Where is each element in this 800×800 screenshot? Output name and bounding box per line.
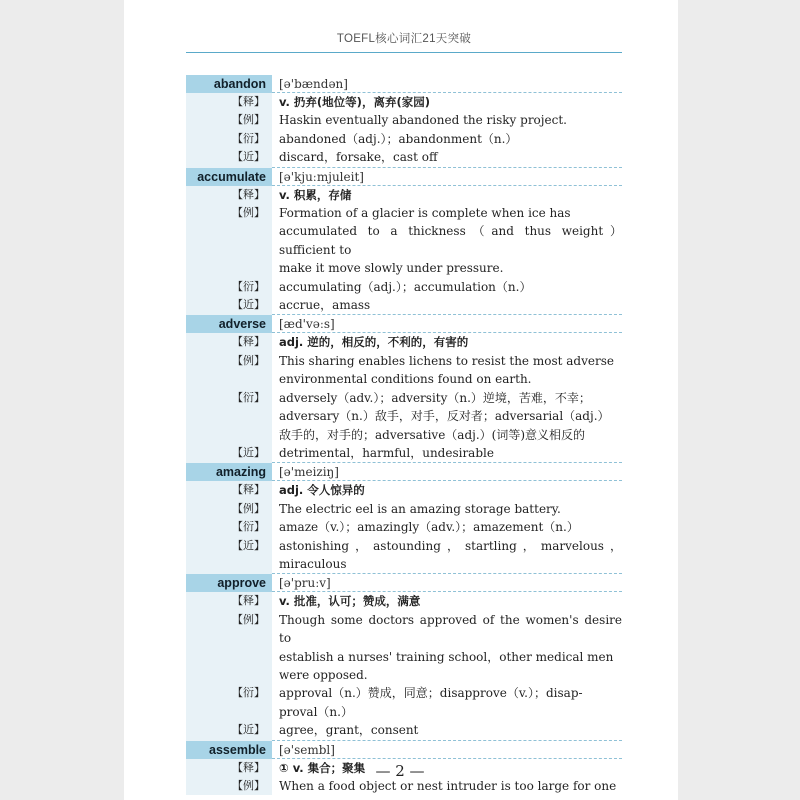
section-tag: 【释】 <box>186 481 272 499</box>
entry-line <box>186 111 622 129</box>
running-header: TOEFL核心词汇21天突破 <box>336 33 472 45</box>
section-tag: 【释】 <box>186 186 272 204</box>
entry-text: approval（n.）赞成，同意；disapprove（v.）；disap- <box>279 686 583 701</box>
dictionary-entry <box>186 168 622 316</box>
entry-line <box>186 518 622 536</box>
definition-text: ① v. 集合；聚集 <box>279 760 366 775</box>
headword: approve <box>186 574 272 592</box>
entry-line <box>186 333 622 351</box>
entry-line <box>186 666 622 684</box>
entry-line <box>186 259 622 277</box>
definition-text: v. 批准，认可；赞成，满意 <box>279 594 421 609</box>
entry-text: adversary（n.）敌手，对手，反对者；adversarial（adj.） <box>279 409 610 424</box>
entry-line <box>186 93 622 111</box>
entry-line <box>186 389 622 407</box>
entry-line <box>186 684 622 702</box>
section-tag <box>186 703 272 721</box>
headword-row <box>186 315 622 333</box>
entry-text: adversely（adv.）；adversity（n.）逆境，苦难，不幸； <box>279 390 591 405</box>
entry-text: discard，forsake，cast off <box>272 148 622 167</box>
entry-text: were opposed. <box>279 667 368 682</box>
entry-text: proval（n.） <box>279 704 353 719</box>
section-tag: 【例】 <box>186 111 272 129</box>
entry-text: Though some doctors approved of the women's desire to <box>279 612 622 646</box>
section-tag: 【近】 <box>186 148 272 167</box>
section-tag: 【释】 <box>186 333 272 351</box>
section-tag: 【衍】 <box>186 130 272 148</box>
entry-line <box>186 481 622 499</box>
entry-line <box>186 537 622 575</box>
headword: adverse <box>186 315 272 333</box>
entry-text: The electric eel is an amazing storage battery. <box>279 501 561 516</box>
entry-line <box>186 611 622 648</box>
pronunciation: [ə'sembl] <box>279 742 335 757</box>
section-tag <box>186 666 272 684</box>
entry-line <box>186 222 622 259</box>
entry-line <box>186 296 622 315</box>
headword: abandon <box>186 75 272 93</box>
headword-row <box>186 741 622 759</box>
entry-line <box>186 148 622 167</box>
entry-line <box>186 370 622 388</box>
section-tag: 【释】 <box>186 592 272 610</box>
headword: assemble <box>186 741 272 759</box>
section-tag: 【近】 <box>186 444 272 463</box>
entry-text: amaze（v.）；amazingly（adv.）；amazement（n.） <box>279 520 579 535</box>
section-tag: 【近】 <box>186 296 272 315</box>
dictionary-entry <box>186 315 622 463</box>
entry-line <box>186 130 622 148</box>
headword: accumulate <box>186 168 272 186</box>
entry-text: 敌手的，对手的；adversative（adj.）(词等)意义相反的 <box>279 427 586 442</box>
definition-text: v. 积累，存储 <box>279 187 352 202</box>
dictionary-entry <box>186 463 622 574</box>
headword-row <box>186 463 622 481</box>
headword-row <box>186 574 622 592</box>
entry-text: accumulating（adj.）；accumulation（n.） <box>279 279 532 294</box>
entry-text: establish a nurses' training school，other medical men <box>279 649 614 664</box>
section-tag: 【衍】 <box>186 278 272 296</box>
entry-text: When a food object or nest intruder is too large for one <box>279 779 617 793</box>
entry-text: Haskin eventually abandoned the risky project. <box>279 113 567 128</box>
header-rule <box>186 52 622 53</box>
definition-text: adj. 逆的，相反的，不利的，有害的 <box>279 335 469 350</box>
entry-line <box>186 204 622 222</box>
pronunciation: [ə'pruːv] <box>279 576 331 591</box>
entry-text: agree，grant，consent <box>272 721 622 740</box>
section-tag: 【释】 <box>186 93 272 111</box>
entry-text: environmental conditions found on earth. <box>279 372 532 387</box>
section-tag: 【例】 <box>186 777 272 795</box>
entry-line <box>186 186 622 204</box>
section-tag <box>186 407 272 425</box>
headword-row <box>186 75 622 93</box>
entry-line <box>186 592 622 610</box>
section-tag: 【释】 <box>186 759 272 777</box>
entry-line <box>186 721 622 740</box>
entry-line <box>186 500 622 518</box>
section-tag <box>186 370 272 388</box>
section-tag: 【近】 <box>186 537 272 575</box>
entry-line <box>186 426 622 444</box>
entry-text: astonishing，astounding，startling，marvelous，miraculous <box>272 537 622 575</box>
section-tag: 【例】 <box>186 611 272 648</box>
section-tag: 【近】 <box>186 721 272 740</box>
definition-text: adj. 令人惊异的 <box>279 483 365 498</box>
entry-line <box>186 407 622 425</box>
entry-text: accrue，amass <box>272 296 622 315</box>
dictionary-entry <box>186 75 622 168</box>
section-tag <box>186 259 272 277</box>
entry-line <box>186 352 622 370</box>
headword-row <box>186 168 622 186</box>
section-tag: 【例】 <box>186 500 272 518</box>
section-tag: 【衍】 <box>186 389 272 407</box>
section-tag: 【例】 <box>186 352 272 370</box>
entry-text: accumulated to a thickness（and thus weight）sufficient to <box>279 224 622 257</box>
entry-text: make it move slowly under pressure. <box>279 261 504 276</box>
section-tag <box>186 648 272 666</box>
entry-line <box>186 278 622 296</box>
entry-list <box>186 75 622 795</box>
dictionary-entry <box>186 574 622 740</box>
entry-text: abandoned（adj.）；abandonment（n.） <box>279 131 518 146</box>
pronunciation: [ə'meiziŋ] <box>279 465 339 480</box>
section-tag: 【衍】 <box>186 684 272 702</box>
entry-text: This sharing enables lichens to resist the most adverse <box>279 353 614 368</box>
pronunciation: [æd'vəːs] <box>279 317 335 332</box>
entry-line <box>186 444 622 463</box>
section-tag: 【衍】 <box>186 518 272 536</box>
definition-text: v. 扔弃(地位等)，离弃(家园) <box>279 95 430 109</box>
section-tag: 【例】 <box>186 204 272 222</box>
section-tag <box>186 222 272 259</box>
page-number: — 2 — <box>375 762 425 780</box>
entry-line <box>186 648 622 666</box>
pronunciation: [ə'kjuːmjuleit] <box>279 169 364 184</box>
headword: amazing <box>186 463 272 481</box>
entry-text: Formation of a glacier is complete when ice has <box>279 206 571 221</box>
entry-line <box>186 703 622 721</box>
pronunciation: [ə'bændən] <box>279 77 348 91</box>
section-tag <box>186 426 272 444</box>
entry-text: detrimental，harmful，undesirable <box>272 444 622 463</box>
